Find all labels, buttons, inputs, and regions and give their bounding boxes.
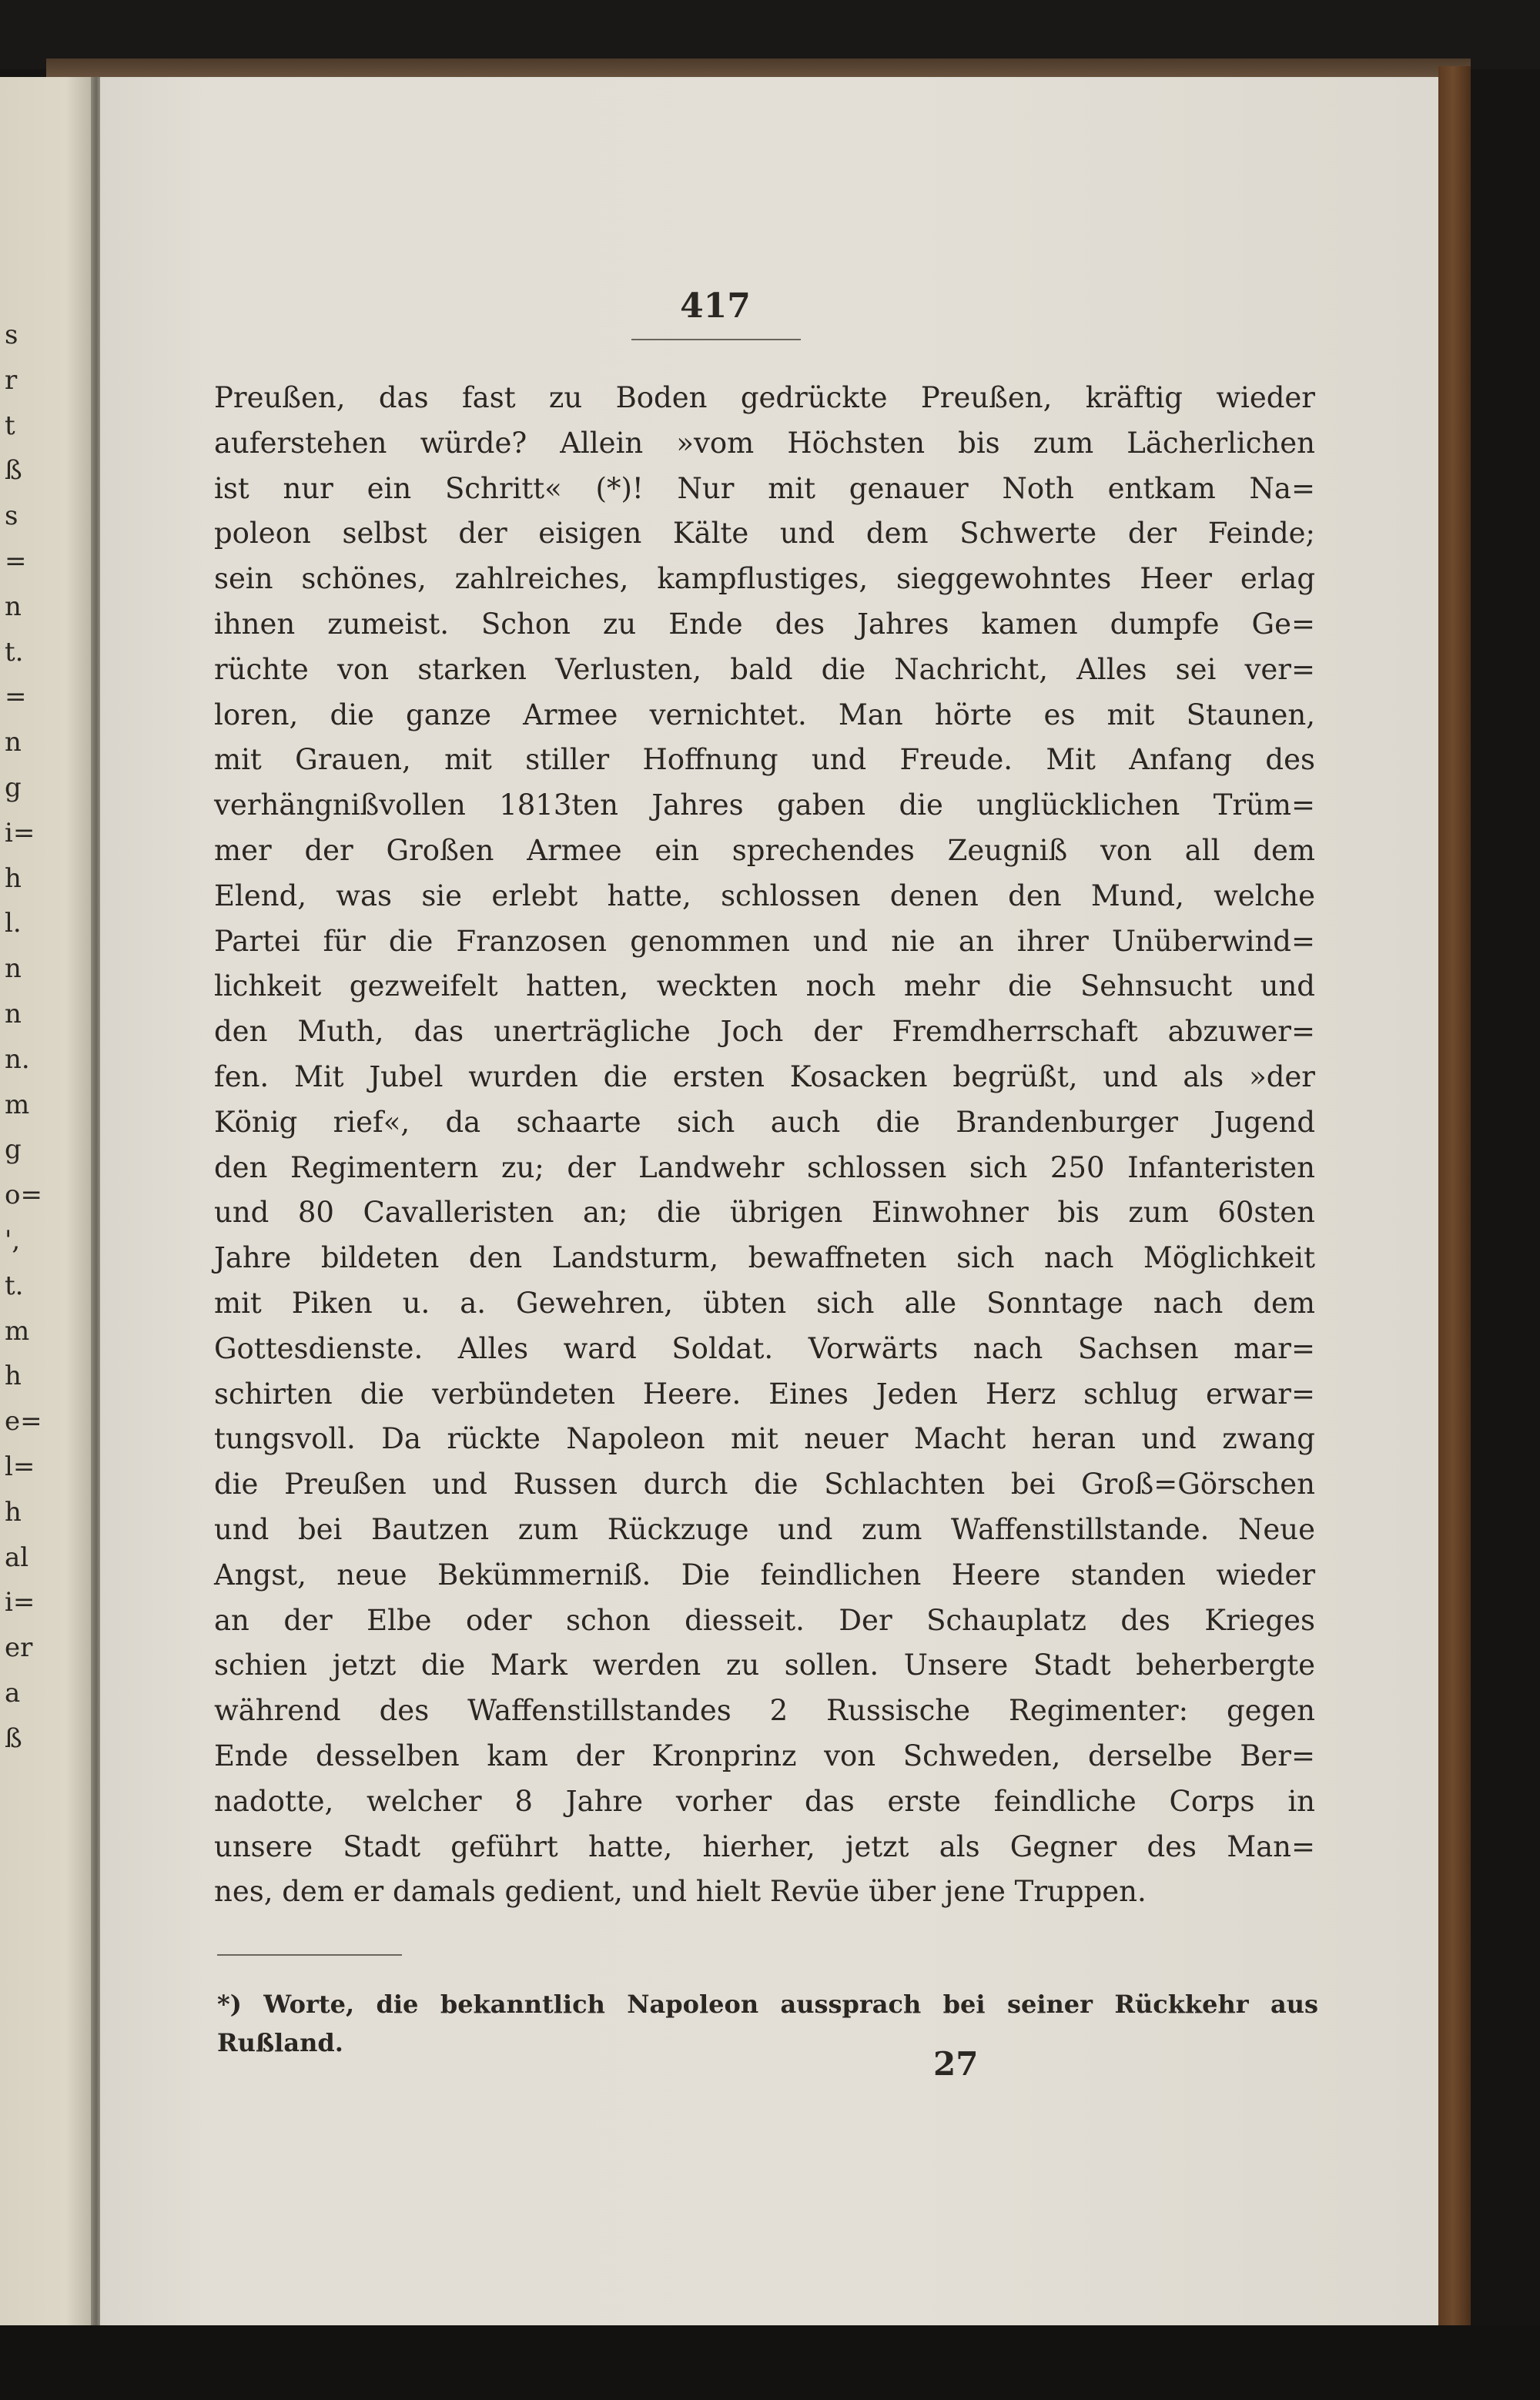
text-line: und 80 Cavalleristen an; die übrigen Einwohner bis zum 60sten xyxy=(214,1196,1315,1230)
previous-page-fragment: m xyxy=(5,1315,30,1347)
text-line: Partei für die Franzosen genommen und nie an ihrer Unüberwind= xyxy=(214,924,1315,958)
previous-page-fragment: g xyxy=(5,772,22,803)
footnote-line: *) Worte, die bekanntlich Napoleon aussprach bei seiner Rückkehr aus xyxy=(217,1990,1318,2019)
text-line: verhängnißvollen 1813ten Jahres gaben die unglücklichen Trüm= xyxy=(214,788,1315,822)
text-line: schien jetzt die Mark werden zu sollen. Unsere Stadt beherbergte xyxy=(214,1649,1315,1682)
text-line: den Regimentern zu; der Landwehr schlossen sich 250 Infanteristen xyxy=(214,1150,1315,1184)
footnote-line: Rußland. xyxy=(217,2028,343,2057)
header-rule xyxy=(631,339,801,340)
previous-page-fragment: r xyxy=(5,364,18,396)
previous-page-fragment: o= xyxy=(5,1180,42,1211)
text-line: ist nur ein Schritt« (*)! Nur mit genauer Noth entkam Na= xyxy=(214,471,1315,505)
text-line: und bei Bautzen zum Rückzuge und zum Waffenstillstande. Neue xyxy=(214,1512,1315,1546)
previous-page-fragment: s xyxy=(5,500,18,532)
previous-page-fragment: n xyxy=(5,727,22,758)
text-line: Elend, was sie erlebt hatte, schlossen denen den Mund, welche xyxy=(214,879,1315,912)
text-line: mer der Großen Armee ein sprechendes Zeugniß von all dem xyxy=(214,833,1315,867)
previous-page-fragment: ß xyxy=(5,1722,22,1754)
text-line: den Muth, das unerträgliche Joch der Fremdherrschaft abzuwer= xyxy=(214,1015,1315,1049)
previous-page-fragment: a xyxy=(5,1678,21,1709)
previous-page-fragment: n xyxy=(5,999,22,1029)
text-line: sein schönes, zahlreiches, kampflustiges, sieggewohntes Heer erlag xyxy=(214,562,1315,596)
previous-page-fragment: t. xyxy=(5,1270,24,1301)
text-line: die Preußen und Russen durch die Schlachten bei Groß=Görschen xyxy=(214,1468,1315,1501)
printer-signature-mark: 27 xyxy=(933,2045,979,2083)
text-line: während des Waffenstillstandes 2 Russische Regimenter: gegen xyxy=(214,1694,1315,1728)
previous-page-fragment: h xyxy=(5,1361,22,1392)
previous-page-fragment: n xyxy=(5,591,22,622)
text-line: an der Elbe oder schon diesseit. Der Schauplatz des Krieges xyxy=(214,1603,1315,1637)
text-line: König rief«, da schaarte sich auch die Brandenburger Jugend xyxy=(214,1105,1315,1139)
previous-page-fragment: ß xyxy=(5,455,22,487)
text-line: nes, dem er damals gedient, und hielt Revüe über jene Truppen. xyxy=(214,1875,1147,1909)
previous-page-fragment: t xyxy=(5,410,15,441)
book-page xyxy=(100,77,1441,2325)
previous-page-fragment: h xyxy=(5,1496,22,1528)
previous-page-fragment: e= xyxy=(5,1406,42,1438)
previous-page-fragment: g xyxy=(5,1134,22,1166)
text-line: ihnen zumeist. Schon zu Ende des Jahres kamen dumpfe Ge= xyxy=(214,607,1315,641)
previous-page-fragment: i= xyxy=(5,817,35,849)
previous-page-fragment: h xyxy=(5,862,22,894)
previous-page-fragment: n xyxy=(5,953,22,985)
text-line: rüchte von starken Verlusten, bald die Nachricht, Alles sei ver= xyxy=(214,652,1315,686)
text-line: Gottesdienste. Alles ward Soldat. Vorwärts nach Sachsen mar= xyxy=(214,1331,1315,1365)
text-line: nadotte, welcher 8 Jahre vorher das erste feindliche Corps in xyxy=(214,1784,1315,1818)
text-line: fen. Mit Jubel wurden die ersten Kosacken begrüßt, und als »der xyxy=(214,1059,1315,1093)
previous-page-fragment: s xyxy=(5,320,18,350)
previous-page-fragment: al xyxy=(5,1541,29,1573)
body-text xyxy=(214,376,1315,1915)
previous-page-edge xyxy=(0,77,94,2333)
book-cover-right-edge xyxy=(1438,66,1471,2330)
text-line: poleon selbst der eisigen Kälte und dem Schwerte der Feinde; xyxy=(214,517,1315,551)
text-line: auferstehen würde? Allein »vom Höchsten bis zum Lächerlichen xyxy=(214,426,1315,460)
text-line: mit Grauen, mit stiller Hoffnung und Freude. Mit Anfang des xyxy=(214,743,1315,777)
text-line: lichkeit gezweifelt hatten, weckten noch mehr die Sehnsucht und xyxy=(214,969,1315,1003)
text-line: Jahre bildeten den Landsturm, bewaffneten sich nach Möglichkeit xyxy=(214,1241,1315,1275)
previous-page-fragment: er xyxy=(5,1632,33,1664)
previous-page-fragment: l= xyxy=(5,1451,35,1482)
previous-page-fragment: m xyxy=(5,1089,30,1120)
footnote xyxy=(217,1985,1318,2062)
previous-page-fragment: i= xyxy=(5,1587,35,1618)
text-line: Preußen, das fast zu Boden gedrückte Preußen, kräftig wieder xyxy=(214,381,1315,414)
text-line: mit Piken u. a. Gewehren, übten sich alle Sonntage nach dem xyxy=(214,1286,1315,1320)
text-line: Ende desselben kam der Kronprinz von Schweden, derselbe Ber= xyxy=(214,1739,1315,1772)
scan-background-bottom xyxy=(0,2325,1540,2400)
previous-page-fragment: ', xyxy=(5,1225,21,1256)
previous-page-fragment: t. xyxy=(5,636,24,668)
previous-page-fragment: = xyxy=(5,546,27,577)
previous-page-fragment: l. xyxy=(5,908,22,939)
previous-page-fragment: n. xyxy=(5,1043,30,1075)
text-line: loren, die ganze Armee vernichtet. Man hörte es mit Staunen, xyxy=(214,698,1315,731)
text-line: unsere Stadt geführt hatte, hierher, jetzt als Gegner des Man= xyxy=(214,1829,1315,1863)
text-line: Angst, neue Bekümmerniß. Die feindlichen Heere standen wieder xyxy=(214,1558,1315,1592)
text-line: tungsvoll. Da rückte Napoleon mit neuer Macht heran und zwang xyxy=(214,1422,1315,1456)
footnote-rule xyxy=(217,1954,402,1956)
text-line: schirten die verbündeten Heere. Eines Jeden Herz schlug erwar= xyxy=(214,1377,1315,1411)
page-number: 417 xyxy=(680,286,751,326)
previous-page-fragment: = xyxy=(5,681,27,713)
